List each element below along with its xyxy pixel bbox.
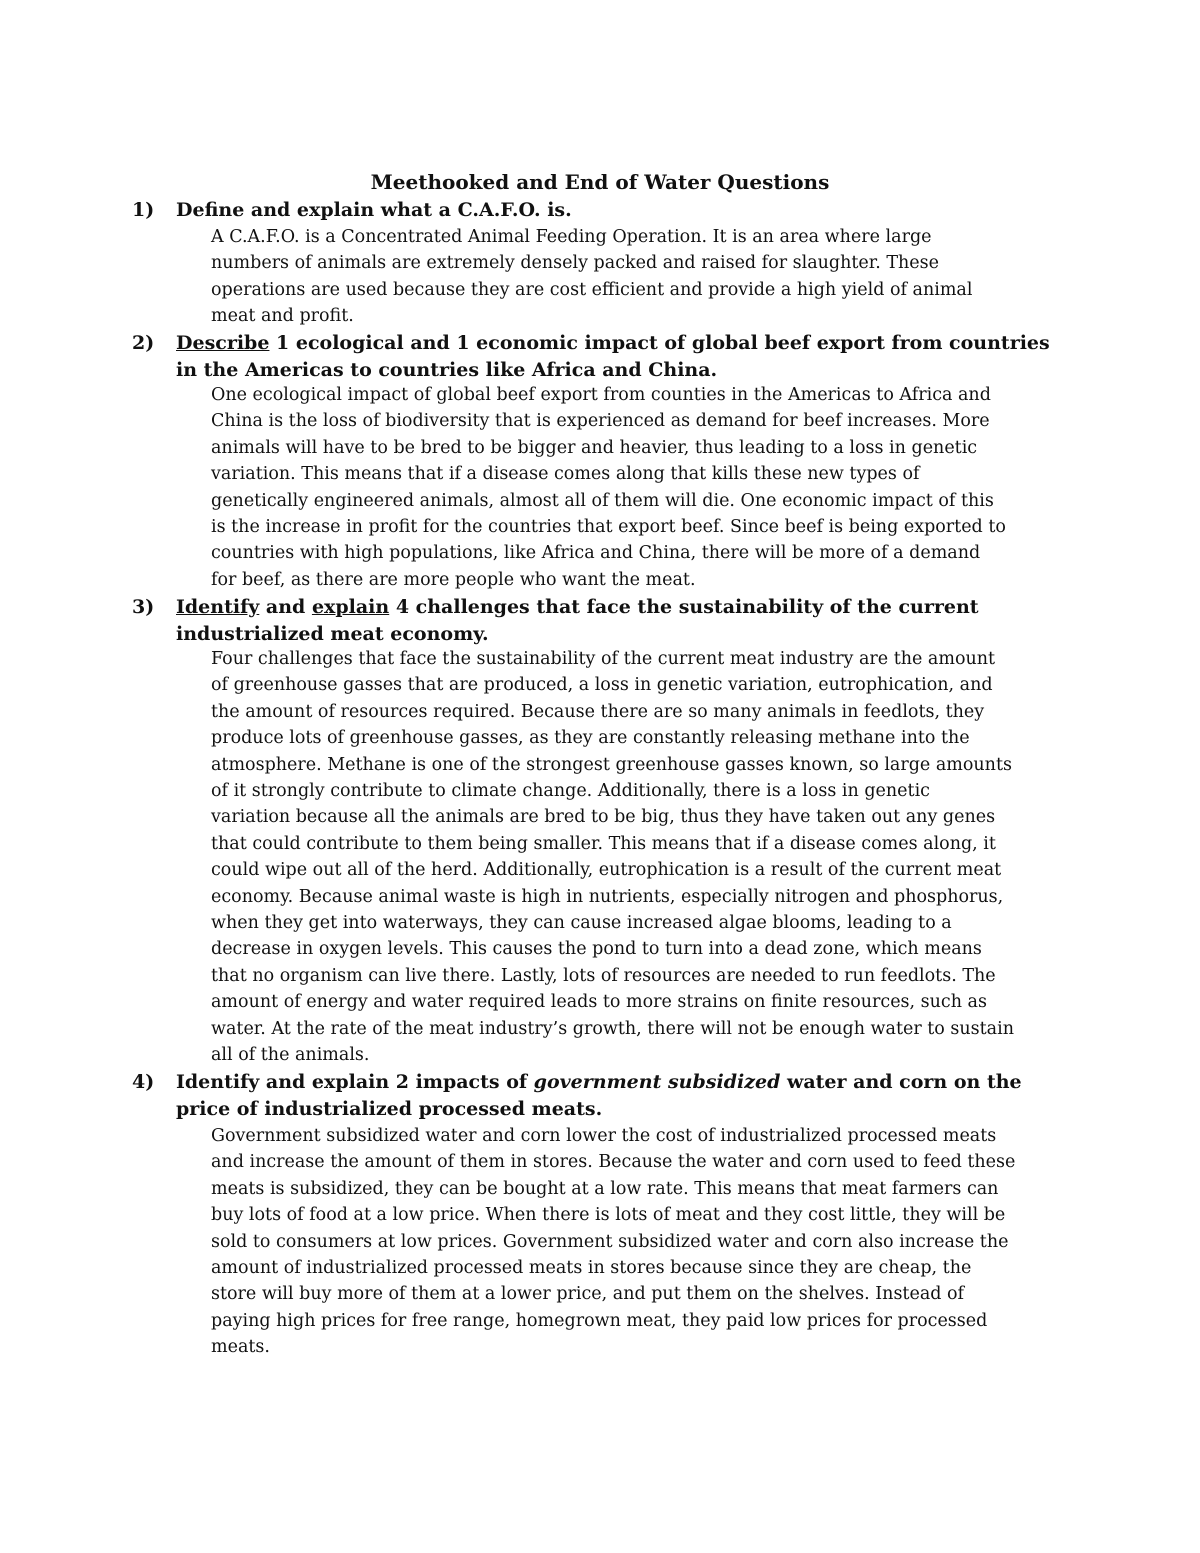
answer-line: meat and profit.: [211, 306, 354, 327]
answer-line: meats.: [211, 1337, 270, 1358]
answer-line: genetically engineered animals, almost all of them will die. One economic impact of this: [211, 490, 994, 511]
answer-line: and increase the amount of them in stores. Because the water and corn used to feed these: [211, 1152, 1016, 1173]
question-2-answer: [211, 382, 1063, 593]
question-3-number: 3): [132, 596, 155, 618]
answer-line: of greenhouse gasses that are produced, a loss in genetic variation, eutrophication, and: [211, 675, 993, 696]
answer-line: sold to consumers at low prices. Government subsidized water and corn also increase the: [211, 1231, 1009, 1252]
answer-line: for beef, as there are more people who want the meat.: [211, 569, 696, 590]
answer-line: A C.A.F.O. is a Concentrated Animal Feeding Operation. It is an area where large: [211, 227, 932, 247]
question-3-prompt: Identify and explain 4 challenges that face the sustainability of the current industrialized meat economy.: [176, 596, 979, 645]
answer-line: paying high prices for free range, homegrown meat, they paid low prices for processed: [211, 1310, 988, 1331]
question-4-heading: [132, 1069, 1052, 1122]
answer-line: China is the loss of biodiversity that is experienced as demand for beef increases. More: [211, 411, 990, 432]
answer-line: countries with high populations, like Africa and China, there will be more of a demand: [211, 543, 981, 564]
answer-line: could wipe out all of the herd. Additionally, eutrophication is a result of the current meat: [211, 860, 1002, 881]
answer-line: is the increase in profit for the countries that export beef. Since beef is being exported to: [211, 517, 1006, 538]
answer-line: amount of energy and water required leads to more strains on finite resources, such as: [211, 992, 987, 1013]
answer-line: variation. This means that if a disease comes along that kills these new types of: [211, 464, 920, 485]
question-2-number: 2): [132, 332, 155, 354]
answer-line: of it strongly contribute to climate change. Additionally, there is a loss in genetic: [211, 781, 930, 802]
answer-line: that could contribute to them being smaller. This means that if a disease comes along, it: [211, 833, 996, 854]
question-3-answer: [211, 646, 1063, 1069]
answer-line: operations are used because they are cost efficient and provide a high yield of animal: [211, 279, 973, 300]
answer-line: numbers of animals are extremely densely packed and raised for slaughter. These: [211, 253, 939, 274]
answer-line: meats is subsidized, they can be bought at a low rate. This means that meat farmers can: [211, 1178, 999, 1199]
question-4-number: 4): [132, 1071, 155, 1093]
question-1-prompt: Define and explain what a C.A.F.O. is.: [176, 199, 572, 221]
answer-line: One ecological impact of global beef export from counties in the Americas to Africa and: [211, 385, 991, 405]
answer-line: Four challenges that face the sustainability of the current meat industry are the amount: [211, 649, 996, 669]
underlined-term-identify: Identify: [176, 596, 260, 618]
answer-line: the amount of resources required. Because there are so many animals in feedlots, they: [211, 701, 985, 722]
question-4-prompt: Identify and explain 2 impacts of government subsidized water and corn on the price of industrialized processed meats.: [176, 1071, 1022, 1120]
question-3-heading: [132, 594, 1052, 647]
answer-line: decrease in oxygen levels. This causes the pond to turn into a dead zone, which means: [211, 939, 982, 960]
answer-line: produce lots of greenhouse gasses, as they are constantly releasing methane into the: [211, 728, 970, 749]
italic-term-government-subsidized: government subsidized: [533, 1071, 781, 1093]
answer-line: that no organism can live there. Lastly, lots of resources are needed to run feedlots. The: [211, 965, 996, 986]
answer-line: economy. Because animal waste is high in nutrients, especially nitrogen and phosphorus,: [211, 886, 1004, 907]
question-1-heading: [132, 197, 1052, 224]
answer-line: store will buy more of them at a lower price, and put them on the shelves. Instead of: [211, 1284, 965, 1305]
document-title: Meethooked and End of Water Questions: [370, 170, 830, 194]
underlined-term-explain: explain: [311, 596, 390, 618]
question-4-answer: [211, 1123, 1063, 1361]
answer-line: variation because all the animals are bred to be big, thus they have taken out any genes: [211, 807, 996, 828]
answer-line: atmosphere. Methane is one of the strongest greenhouse gasses known, so large amounts: [211, 754, 1012, 775]
answer-line: amount of industrialized processed meats in stores because since they are cheap, the: [211, 1258, 972, 1279]
answer-line: all of the animals.: [211, 1045, 370, 1066]
answer-line: when they get into waterways, they can cause increased algae blooms, leading to a: [211, 913, 952, 934]
question-1-answer: [211, 224, 1063, 330]
answer-line: buy lots of food at a low price. When there is lots of meat and they cost little, they will be: [211, 1205, 1006, 1226]
answer-line: water. At the rate of the meat industry’s growth, there will not be enough water to sustain: [211, 1018, 1014, 1039]
question-2-heading: [132, 330, 1052, 383]
question-2-prompt: Describe 1 ecological and 1 economic impact of global beef export from countries in the Americas to countries like Africa and China.: [176, 332, 1050, 381]
answer-line: Government subsidized water and corn lower the cost of industrialized processed meats: [211, 1126, 997, 1146]
underlined-term-describe: Describe: [176, 332, 270, 354]
question-1-number: 1): [132, 199, 155, 221]
answer-line: animals will have to be bred to be bigger and heavier, thus leading to a loss in genetic: [211, 437, 978, 458]
